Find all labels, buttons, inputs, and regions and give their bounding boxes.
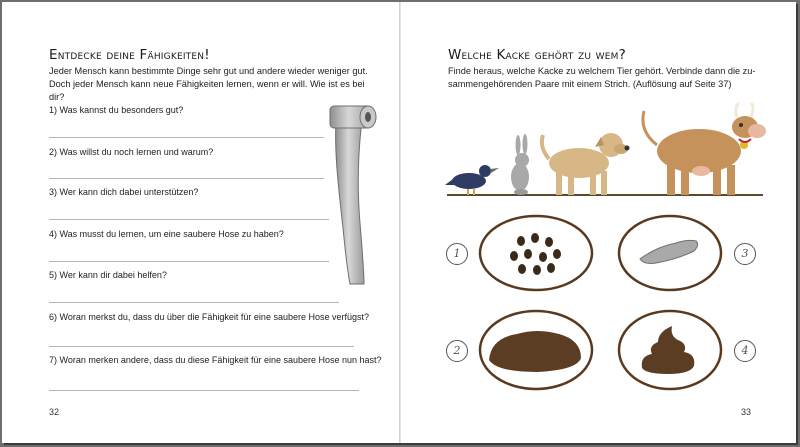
- answer-line-3: [49, 219, 329, 220]
- intro-line-2: Doch jeder Mensch kann neue Fähigkeiten lernen, wenn er will. Wie ist es bei dir?: [49, 79, 365, 102]
- question-1: 1) Was kannst du besonders gut?: [49, 105, 184, 115]
- intro-line-1: Jeder Mensch kann bestimmte Dinge sehr gut und andere wieder weniger gut.: [49, 66, 368, 76]
- poop-oval-3[interactable]: [616, 213, 724, 293]
- rabbit-icon: [511, 134, 529, 195]
- intro-line-2: sammengehörenden Paare mit einem Strich. (Auflösung auf Seite 37): [448, 79, 732, 89]
- answer-line-5: [49, 302, 339, 303]
- left-page: [2, 2, 399, 443]
- number-circle-4[interactable]: 4: [734, 340, 756, 362]
- question-4: 4) Was musst du lernen, um eine saubere Hose zu haben?: [49, 229, 284, 239]
- number-circle-1[interactable]: 1: [446, 243, 468, 265]
- question-3: 3) Wer kann dich dabei unterstützen?: [49, 187, 199, 197]
- answer-line-7: [49, 390, 359, 391]
- answer-line-4: [49, 261, 329, 262]
- left-page-title: Entdecke deine Fähigkeiten!: [49, 47, 210, 63]
- number-circle-2[interactable]: 2: [446, 340, 468, 362]
- right-page: [401, 2, 796, 443]
- book-spread: [2, 2, 796, 443]
- dog-icon: [542, 133, 630, 195]
- answer-line-1: [49, 137, 324, 138]
- question-2: 2) Was willst du noch lernen und warum?: [49, 147, 214, 157]
- poop-oval-2[interactable]: [477, 308, 595, 392]
- page-number-right: 33: [741, 407, 752, 417]
- bird-icon: [445, 165, 499, 195]
- question-7: 7) Woran merken andere, dass du diese Fähigkeit für eine saubere Hose nun hast?: [49, 355, 382, 365]
- page-number-left: 32: [49, 407, 60, 417]
- number-circle-3[interactable]: 3: [734, 243, 756, 265]
- question-5: 5) Wer kann dir dabei helfen?: [49, 270, 167, 280]
- toilet-paper-icon: [324, 98, 384, 293]
- cow-icon: [643, 103, 766, 195]
- question-6: 6) Woran merkst du, dass du über die Fähigkeit für eine saubere Hose verfügst?: [49, 312, 370, 322]
- animals-illustration: [441, 97, 771, 202]
- right-page-title: Welche Kacke gehört zu wem?: [448, 47, 626, 63]
- answer-line-6: [49, 346, 354, 347]
- right-page-intro: [448, 65, 768, 91]
- poop-oval-1[interactable]: [477, 213, 595, 293]
- answer-line-2: [49, 178, 324, 179]
- poop-oval-4[interactable]: [616, 308, 724, 392]
- intro-line-1: Finde heraus, welche Kacke zu welchem Tier gehört. Verbinde dann die zu-: [448, 66, 756, 76]
